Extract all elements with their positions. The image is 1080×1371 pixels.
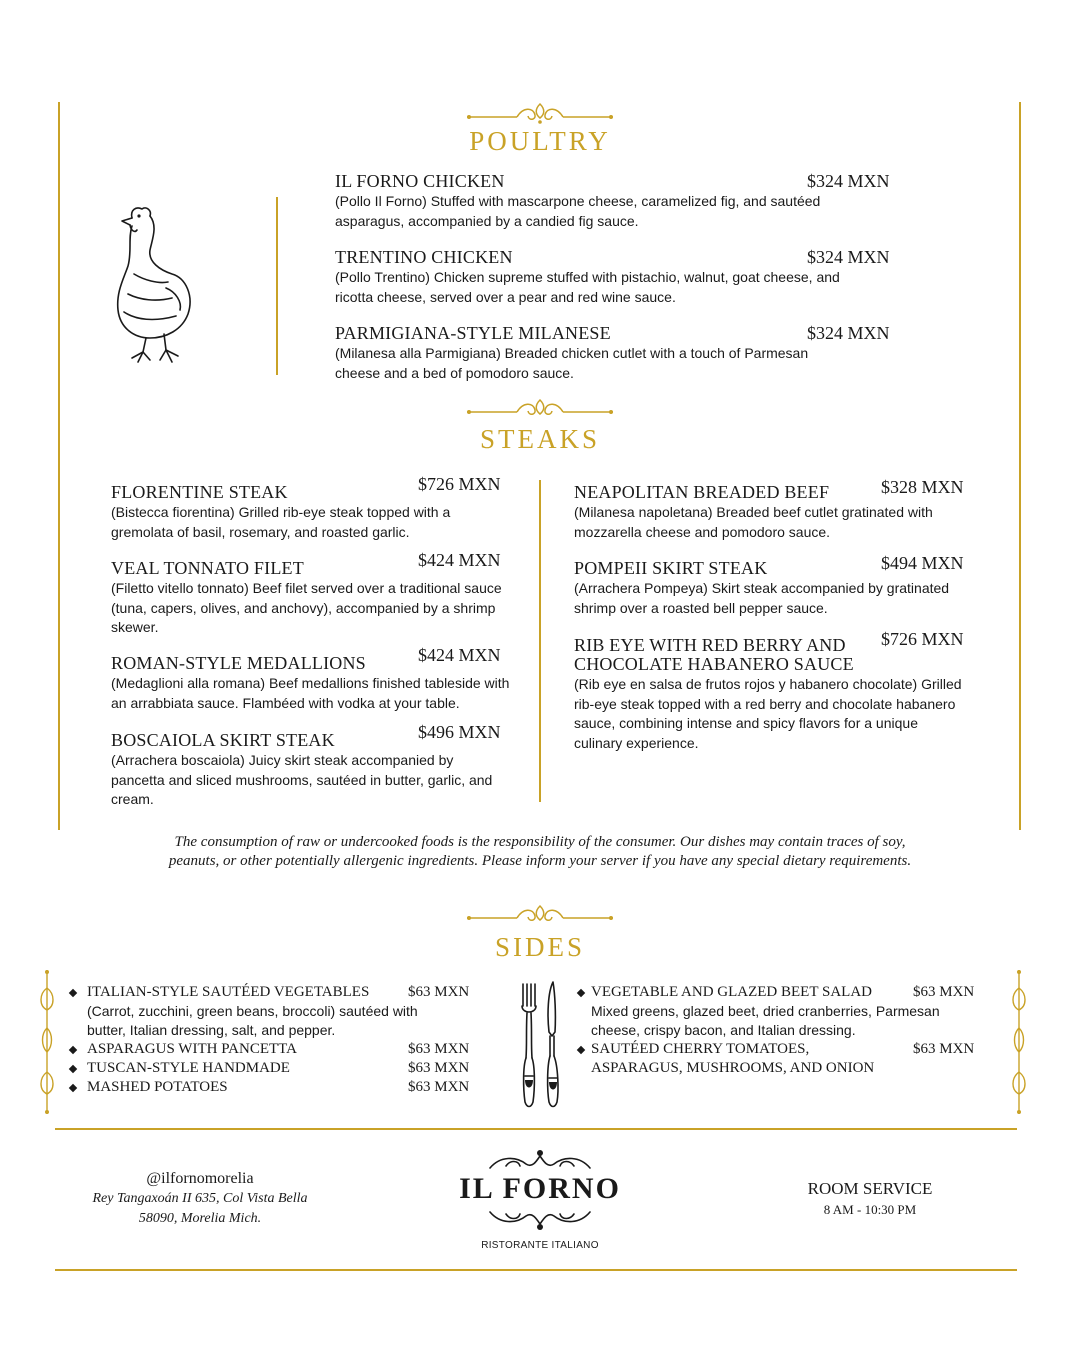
menu-item-price: $424 MXN bbox=[418, 550, 501, 570]
bullet-icon bbox=[69, 1065, 77, 1073]
menu-item-description: (Pollo Trentino) Chicken supreme stuffed with pistachio, walnut, goat cheese, and ricotta cheese, served over a pear and red wine sauce. bbox=[335, 269, 840, 305]
menu-item-name: TRENTINO CHICKEN bbox=[335, 247, 513, 267]
menu-item-price: $496 MXN bbox=[418, 722, 501, 742]
side-item-price: $63 MXN bbox=[913, 1041, 975, 1057]
bullet-icon bbox=[69, 1046, 77, 1054]
left-frame-line bbox=[58, 102, 60, 830]
side-item-price: $63 MXN bbox=[408, 1079, 470, 1095]
address-line-1: Rey Tangaxoán II 635, Col Vista Bella bbox=[92, 1191, 308, 1206]
steaks-column-divider bbox=[539, 480, 541, 802]
fork-knife-illustration bbox=[515, 980, 565, 1110]
flourish-ornament-icon bbox=[465, 904, 615, 930]
menu-item-description: (Medaglioni alla romana) Beef medallions finished tableside with an arrabbiata sauce. Flambéed with vodka at your table. bbox=[111, 675, 510, 711]
logo-scroll-bottom-icon bbox=[486, 1208, 594, 1232]
bullet-icon bbox=[69, 989, 77, 997]
menu-item-description: (Rib eye en salsa de frutos rojos y habanero chocolate) Grilled rib-eye steak topped with a red berry and chocolate habanero sauce, combining intense and spicy flavors for a unique culinary experience. bbox=[574, 676, 962, 751]
menu-item-name: VEAL TONNATO FILET bbox=[111, 558, 304, 578]
steaks-heading: STEAKS bbox=[479, 424, 600, 454]
menu-item-name: RIB EYE WITH RED BERRY AND bbox=[574, 635, 846, 655]
sides-heading: SIDES bbox=[494, 932, 585, 962]
room-service-title: ROOM SERVICE bbox=[807, 1179, 933, 1198]
side-item-name: ASPARAGUS, MUSHROOMS, AND ONION bbox=[591, 1060, 875, 1076]
side-item-price: $63 MXN bbox=[913, 984, 975, 1000]
room-service-hours: 8 AM - 10:30 PM bbox=[823, 1202, 917, 1217]
left-scroll-ornament-icon bbox=[38, 968, 56, 1116]
side-item-price: $63 MXN bbox=[408, 984, 470, 1000]
side-item-name: ASPARAGUS WITH PANCETTA bbox=[87, 1041, 297, 1057]
flourish-ornament-icon bbox=[465, 398, 615, 424]
menu-item-price: $424 MXN bbox=[418, 645, 501, 665]
menu-item-price: $324 MXN bbox=[807, 323, 890, 343]
menu-item-name: IL FORNO CHICKEN bbox=[335, 171, 505, 191]
instagram-handle: @ilfornomorelia bbox=[146, 1170, 254, 1187]
bullet-icon bbox=[69, 1084, 77, 1092]
side-item-name: MASHED POTATOES bbox=[87, 1079, 228, 1095]
menu-item-description: (Arrachera Pompeya) Skirt steak accompanied by gratinated shrimp over a roasted bell pepper sauce. bbox=[574, 580, 950, 616]
side-item-description: (Carrot, zucchini, green beans, broccoli) sautéed with butter, Italian dressing, salt, and pepper. bbox=[87, 1003, 418, 1038]
chicken-illustration bbox=[106, 204, 194, 366]
menu-item-price: $726 MXN bbox=[881, 629, 964, 649]
right-frame-line bbox=[1019, 102, 1021, 830]
menu-item-name: ROMAN-STYLE MEDALLIONS bbox=[111, 653, 366, 673]
address-line-2: 58090, Morelia Mich. bbox=[138, 1211, 262, 1226]
side-item-name: TUSCAN-STYLE HANDMADE bbox=[87, 1060, 290, 1076]
menu-item-name: FLORENTINE STEAK bbox=[111, 482, 288, 502]
menu-item-description: (Arrachera boscaiola) Juicy skirt steak accompanied by pancetta and sliced mushrooms, sautéed in butter, garlic, and cream. bbox=[111, 752, 493, 807]
flourish-ornament-icon bbox=[465, 100, 615, 126]
menu-item-description: (Bistecca fiorentina) Grilled rib-eye steak topped with a gremolata of basil, rosemary, and roasted garlic. bbox=[111, 504, 451, 540]
side-item-price: $63 MXN bbox=[408, 1060, 470, 1076]
side-item-description: Mixed greens, glazed beet, dried cranberries, Parmesan cheese, crispy bacon, and Italian dressing. bbox=[591, 1003, 940, 1038]
bullet-icon bbox=[577, 989, 585, 997]
menu-item-description: (Filetto vitello tonnato) Beef filet served over a traditional sauce (tuna, capers, olives, and anchovy), accompanied by a shrimp skewer. bbox=[111, 580, 502, 635]
menu-item-name: POMPEII SKIRT STEAK bbox=[574, 558, 768, 578]
side-item-price: $63 MXN bbox=[408, 1041, 470, 1057]
allergen-disclaimer: The consumption of raw or undercooked foods is the responsibility of the consumer. Our dishes may contain traces of soy, peanuts, or other potentially allergenic ingredients. Please inform your server if you have any special dietary requirements. bbox=[168, 834, 912, 869]
menu-item-name: BOSCAIOLA SKIRT STEAK bbox=[111, 730, 335, 750]
footer-top-rule bbox=[55, 1128, 1017, 1130]
footer-bottom-rule bbox=[55, 1269, 1017, 1271]
poultry-divider bbox=[276, 197, 278, 375]
menu-item-price: $324 MXN bbox=[807, 171, 890, 191]
menu-item-description: (Milanesa alla Parmigiana) Breaded chicken cutlet with a touch of Parmesan cheese and a bed of pomodoro sauce. bbox=[335, 345, 809, 381]
right-scroll-ornament-icon bbox=[1010, 968, 1028, 1116]
bullet-icon bbox=[577, 1046, 585, 1054]
menu-item-description: (Milanesa napoletana) Breaded beef cutlet gratinated with mozzarella cheese and pomodoro sauce. bbox=[574, 504, 933, 540]
logo-wordmark: IL FORNO bbox=[459, 1172, 621, 1205]
side-item-name: ITALIAN-STYLE SAUTÉED VEGETABLES bbox=[87, 984, 370, 1000]
menu-item-price: $494 MXN bbox=[881, 553, 964, 573]
menu-item-name: NEAPOLITAN BREADED BEEF bbox=[574, 482, 830, 502]
poultry-heading: POULTRY bbox=[469, 126, 611, 156]
menu-item-price: $328 MXN bbox=[881, 477, 964, 497]
menu-item-price: $324 MXN bbox=[807, 247, 890, 267]
logo-subtitle: RISTORANTE ITALIANO bbox=[481, 1240, 599, 1251]
menu-item-name: CHOCOLATE HABANERO SAUCE bbox=[574, 654, 854, 674]
side-item-name: SAUTÉED CHERRY TOMATOES, bbox=[591, 1041, 810, 1057]
side-item-name: VEGETABLE AND GLAZED BEET SALAD bbox=[591, 984, 872, 1000]
menu-item-name: PARMIGIANA-STYLE MILANESE bbox=[335, 323, 611, 343]
menu-item-description: (Pollo Il Forno) Stuffed with mascarpone cheese, caramelized fig, and sautéed asparagus, accompanied by a candied fig sauce. bbox=[335, 193, 821, 229]
menu-item-price: $726 MXN bbox=[418, 474, 501, 494]
logo-scroll-top-icon bbox=[486, 1148, 594, 1172]
